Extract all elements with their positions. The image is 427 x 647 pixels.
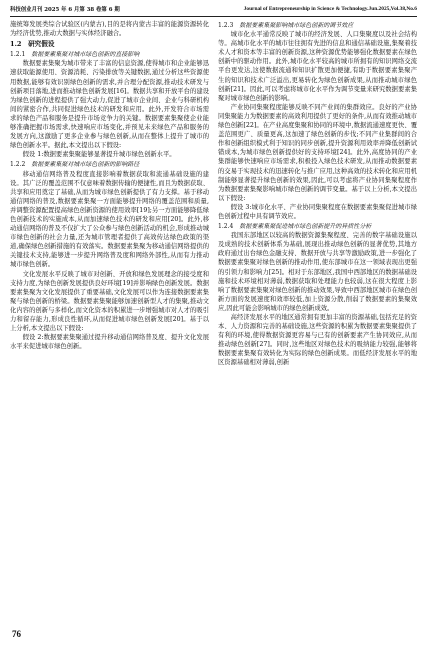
hypothesis: 假设 3:城市化水平、产业协同集聚程度在数据要素集聚促进城市绿色创新过程中具有调节效应。 [218,203,417,220]
header-rule [10,16,417,17]
subsection-number: 1.2.4 [218,223,234,231]
subsection-number: 1.2.2 [10,161,26,169]
paragraph: 文化发展水平反映了城市对创新、开放和绿色发展理念的接受度和支持力度,为绿色创新发展提供良好环境[19]并影响绿色创新发展。数据要素集聚为文化发展提供了重要基础,文化发展可以作为连接数据要素集聚与绿色创新的桥梁。数据要素集聚能够加速创新型人才的集聚,推动文化内容的创新与多样化,而文化资本的积累进一步增强城市对人才的吸引力和留存能力,形成良性循环,从而促进城市绿色创新发展[20]。基于以上分析,本文提出以下假设: [10,270,209,333]
subsection-heading [218,21,417,30]
paragraph: 高经济发展水平的地区通常拥有更加丰富的资源基础,包括充足的资本、人力资源和完善的基础设施,这些资源的积累为数据要素集聚提供了有利的环境,使得数据资源更容易与已有的创新要素产生协同效应,从而推动绿色创新[27]。同时,这些地区对绿色技术的吸纳能力较强,能够将数据要素集聚有效转化为实际的绿色创新成果。而低经济发展水平的地区资源基础相对薄弱,创新 [218,314,417,367]
paragraph: 产业协同集聚程度能够反映不同产业间的集群效应。良好的产业协同集聚能力为数据要素的高效利用提供了更好的条件,从而有效推动城市绿色创新[22]。在产业高度集聚和协同的环境中,数据流通速度更快、覆盖范围更广、质量更高,这加速了绿色创新的步伐;不同产业集群间的合作和创新组织模式利于知识的同步创新,提升资源利用效率并降低创新试错成本,为城市绿色创新提供好的支持环境[24]。此外,高度协同的产业集群能够快速响应市场需求,积极投入绿色技术研发,从而推动数据要素的交易于实现技术的迅速转化与推广应用,这种高效的技术转化和应用机制能够显著提升绿色创新的效果,因此,可以考虑将产业协同集聚程度作为数据要素集聚影响城市绿色创新的调节变量。基于以上分析,本文提出以下假设: [218,103,417,202]
paragraph: 施统筹发展类综合试验区(内蒙古),目的是将内蒙古丰富的能源资源转化为经济优势,推动大数据与实体经济融合。 [10,21,209,38]
subsection-title: 数据要素集聚影响城市绿色创新的调节效应 [239,22,354,29]
paragraph: 数据要素集聚为城市带来了丰富的信息资源,使得城市和企业能够迅速获取能源使用、资源消耗、污染排放等关键数据,通过分析这些资源使用数据,能够有效识别绿色创新的需求,并合理分配资源,推动技术研发与创新项目落地,进而推动绿色创新发展[16]。数据共享和开放平台的建设为绿色创新的进程提供了强大动力,促进了城市企业间、企业与科研机构间的紧密合作,共同促进绿色技术的研发和应用。此外,开发符合市场需求的绿色产品和服务是提升市场竞争力的关键。数据要素集聚使企业能够准确把握市场需求,快速响应市场变化,并预见未来绿色产品和服务的发展方向,这激励了更多企业参与绿色创新,从而在整体上提升了城市的绿色创新水平。据此,本文提出以下假设: [10,60,209,150]
subsection-number: 1.2.1 [10,51,26,59]
header-journal-en: Journal of Entrepreneurship in Science & Technology.Jun.2025,Vol.38,No.6 [243,6,417,12]
subsection-title: 数据要素集聚对城市绿色创新的直接影响 [31,51,140,59]
right-column [218,20,417,619]
hypothesis: 假设 1:数据要素集聚能够显著提升城市绿色创新水平。 [22,151,176,159]
subsection-number: 1.2.3 [218,22,234,29]
paragraph: 我国东部地区以较高的数据资源集聚程度、完善的数字基础设施以及成熟的技术创新体系为基础,展现出推动绿色创新的显著优势,其地方政府通过出台绿色金融支持、数据开放与共享等激励政策,进一步强化了数据要素集聚对绿色创新的推动作用,使东部城市在这一领域表现出更强的引领力和影响力[25]。相对于东部地区,我国中西部地区的数据基础设施和技术环境相对薄弱,数据获取和处理能力也较弱,这在很大程度上影响了数据要素集聚对绿色创新的推动效果,导致中西部地区城市在绿色创新方面的发展速度和效率较低,加上资源分散,削弱了数据要素的集聚效应,因此可能会影响城市的绿色创新成效。 [218,232,417,312]
paragraph: 城市化水平通常反映了城市的经济发展、人口集聚度以及社会结构等。高城市化水平的城市往往拥有先进的信息和通信基础设施,集聚着技术人才和资本等丰富的创新资源,这种资源优势能够强化数据要素在绿色创新中的驱动作用。此外,城市化水平较高的城市所拥有的知识网络交流平台更发达,这使数据流通和知识扩散更加便捷,有助于数据要素集聚产生的知识和技术广泛溢出,更易转化为绿色创新成果,从而推动城市绿色创新[21]。因此,可以考虑将城市化水平作为调节变量来研究数据要素集聚对城市绿色创新的影响。 [218,31,417,102]
subsection-heading [10,160,209,169]
left-column [10,20,209,619]
section-heading: 1.2 研究假设 [10,40,55,49]
page-number: 76 [12,629,21,639]
subsection-title: 数据要素集聚对城市绿色创新的影响路径 [31,161,140,169]
subsection-title: 数据要素集聚促进城市绿色创新提升的异质性分析 [239,223,372,231]
running-header [10,2,417,16]
subsection-heading [10,50,209,59]
header-journal-cn: 科技创业月刊 2025 年 6 月第 38 卷第 6 期 [10,7,120,13]
subsection-heading [218,222,417,231]
hypothesis: 假设 2:数据要素集聚通过提升移动通信网络普及度、提升文化发展水平来促进城市绿色创新。 [10,334,209,351]
paragraph: 移动通信网络普及程度直接影响着数据获取和流通基础设施的建设。其广泛的覆盖范围不仅意味着数据传输的便捷性,而且为数据获取、共享和应用奠定了基础,从而为城市绿色创新提供了有力支撑。基于移动通信网络的普及,数据要素集聚一方面能够提升网络的覆盖范围和质量,并调整资源配置提高绿色创新资源的使用效率[19];另一方面能够降低绿色创新技术的实施成本,从而加速绿色技术的研发和应用[20]。此外,移动通信网络的普及不仅扩大了公众参与绿色创新活动的机会,形成推动城市绿色创新的社会力量,还为城市管理者提供了高效传达绿色政策的渠道,确保绿色创新措施的有效落实。数据要素集聚为移动通信网络提供的关键技术支持,能够进一步提升网络普及度和网络外部性,从而有力推动城市绿色创新。 [10,170,209,269]
